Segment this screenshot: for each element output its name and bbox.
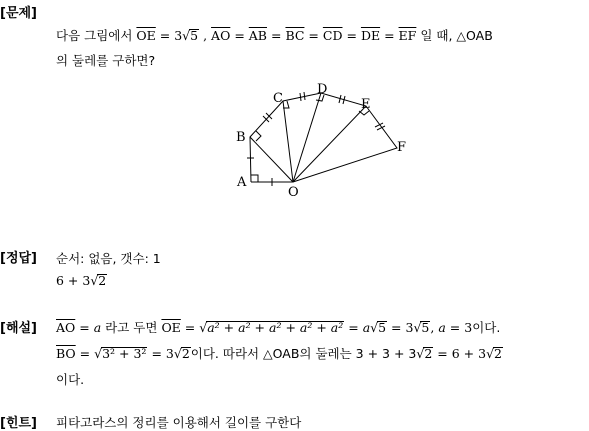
sqrt-radicand: 2: [494, 346, 502, 361]
equals-sign: =: [346, 28, 357, 43]
sqrt-radicand: 5: [190, 28, 199, 43]
point-label-e: E: [361, 97, 371, 112]
problem-tail: 일 때, △OAB: [420, 28, 493, 43]
comma: ,: [203, 28, 208, 43]
equals-sign: =: [79, 320, 90, 335]
solution-line-3: 이다.: [56, 372, 85, 387]
sqrt-radicand: 3² + 3²: [102, 346, 147, 361]
equals-sign: =: [270, 28, 282, 43]
sqrt-symbol: √: [94, 346, 103, 361]
sqrt-symbol: √: [173, 346, 182, 361]
sqrt-symbol: √: [413, 320, 422, 335]
variable-a: a: [438, 320, 446, 335]
point-label-c: C: [273, 91, 283, 106]
problem-line-1: 다음 그림에서 $\overline{OE} = 3√5$ , $\overline{AO} = \overline{AB} = \overline{BC} = \overline{CD} = \overline{DE} = \overline{EF}$ 일 때, △OAB: [56, 28, 493, 43]
variable-a: a: [362, 320, 371, 335]
tick-cd-2: [304, 92, 305, 100]
problem-label: [문제]: [0, 6, 37, 21]
solution-text: 라고 두면: [105, 320, 158, 335]
hint-label: [힌트]: [0, 416, 37, 431]
segment-oe-line: [293, 106, 366, 182]
segment-oe: $\overline{OE}$: [136, 28, 156, 43]
equals-sign: =: [79, 346, 91, 361]
sqrt-radicand: 2: [181, 346, 190, 361]
sqrt-symbol: √: [486, 346, 495, 361]
comma: ,: [430, 320, 435, 335]
outer-polygon: [250, 93, 397, 182]
segment-oe: $\overline{OE}$: [161, 320, 181, 335]
sqrt-symbol: √: [199, 320, 208, 335]
sqrt-radicand: 2: [424, 346, 433, 361]
segment-ao: $\overline{AO}$: [56, 320, 76, 335]
right-angle-a: [251, 175, 258, 182]
sqrt-symbol: √: [370, 320, 379, 335]
equals-sign: =: [348, 320, 359, 335]
solution-label: [해설]: [0, 321, 37, 336]
sqrt-symbol: √: [182, 28, 191, 43]
sqrt-radicand: 2: [98, 273, 107, 288]
segment-ef: $\overline{EF}$: [398, 28, 417, 43]
solution-line-1: [56, 318, 500, 336]
equals-sign: =: [184, 320, 196, 335]
equals-three: = 3: [151, 346, 174, 361]
equals-six-plus-three: = 6 + 3: [437, 346, 487, 361]
problem-line-2: 의 둘레를 구하면?: [56, 53, 156, 68]
answer-label: [정답]: [0, 251, 37, 266]
answer-line-2: [56, 273, 107, 288]
hint-text: 피타고라스의 정리를 이용해서 길이를 구한다: [56, 415, 302, 430]
answer-line-1: 순서: 없음, 갯수: 1: [56, 251, 161, 266]
segment-ao: $\overline{AO}$: [211, 28, 231, 43]
solution-text: 이다.: [472, 320, 501, 335]
sqrt-symbol: √: [90, 273, 99, 288]
equals-sign: =: [234, 28, 245, 43]
sqrt-symbol: √: [416, 346, 425, 361]
segment-cd: $\overline{CD}$: [322, 28, 343, 43]
variable-a: a: [93, 320, 102, 335]
point-label-f: F: [397, 140, 407, 155]
solution-line-2: [56, 344, 503, 362]
point-label-o: O: [288, 185, 299, 200]
sqrt-radicand: 5: [421, 320, 430, 335]
equals-three: = 3: [391, 320, 414, 335]
sqrt-radicand: a² + a² + a² + a² + a²: [207, 320, 344, 335]
sqrt-radicand: 5: [378, 320, 387, 335]
point-label-d: D: [317, 82, 328, 97]
segment-bc: $\overline{BC}$: [285, 28, 305, 43]
answer-prefix: 6 + 3: [56, 273, 91, 288]
segment-ab: $\overline{AB}$: [248, 28, 267, 43]
geometry-figure: [225, 80, 415, 205]
segment-od: [293, 93, 321, 182]
point-label-a: A: [237, 175, 247, 190]
equals-three: = 3: [449, 320, 473, 335]
right-angle-b: [256, 131, 261, 141]
equals-sign: =: [384, 28, 395, 43]
solution-text: 이다. 따라서 △OAB의 둘레는 3 + 3 + 3: [190, 346, 417, 361]
segment-oc: [283, 101, 293, 182]
segment-bo: $\overline{BO}$: [56, 346, 76, 361]
segment-de: $\overline{DE}$: [360, 28, 381, 43]
equals-three: = 3: [159, 28, 183, 43]
point-label-b: B: [236, 130, 246, 145]
equals-sign: =: [308, 28, 319, 43]
tick-cd-1: [300, 93, 301, 101]
